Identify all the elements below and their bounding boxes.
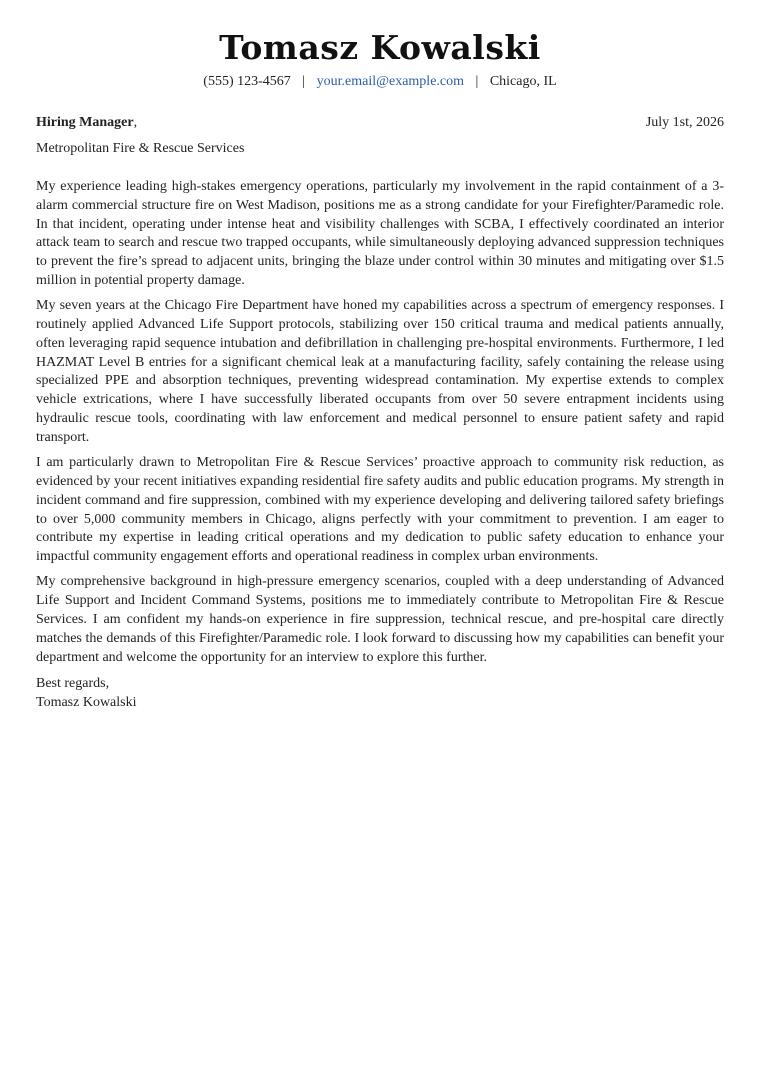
email-link[interactable]: your.email@example.com: [316, 74, 465, 89]
location: Chicago, IL: [489, 74, 557, 89]
contact-line: [36, 72, 724, 92]
recipient-comma: ,: [133, 115, 138, 130]
letter-date: July 1st, 2026: [645, 115, 724, 130]
recipient-name: Hiring Manager: [36, 115, 134, 130]
contact-separator: |: [475, 74, 479, 89]
organization-name: Metropolitan Fire & Rescue Services: [36, 141, 245, 156]
body-paragraph: My comprehensive background in high-pressure emergency scenarios, coupled with a deep understanding of Advanced Life Support and Incident Command Systems, positions me to immediately contribute to Metropolitan Fire & Rescue Services. I am confident my hands-on experience in fire suppression, technical rescue, and pre-hospital care directly matches the demands of this Firefighter/Paramedic role. I look forward to discussing how my capabilities can benefit your department and welcome the opportunity for an interview to explore this further.: [36, 574, 724, 665]
salutation-row: [36, 113, 724, 133]
signature-name: Tomasz Kowalski: [36, 695, 137, 711]
recipient-line: [36, 113, 137, 133]
body-paragraph: I am particularly drawn to Metropolitan Fire & Rescue Services’ proactive approach to community risk reduction, as evidenced by your recent initiatives expanding residential fire safety audits and public education programs. My strength in incident command and fire suppression, combined with my experience developing and delivering tailored safety briefings to over 5,000 community members in Chicago, aligns perfectly with your commitment to prevention. I am eager to contribute my expertise in leading critical operations and my dedication to public safety education to enhance your impactful community engagement efforts and operational readiness in complex urban environments.: [36, 455, 724, 565]
body-paragraph: My seven years at the Chicago Fire Department have honed my capabilities across a spectrum of emergency responses. I routinely applied Advanced Life Support protocols, stabilizing over 150 critical trauma and medical patients annually, often leveraging rapid sequence intubation and defibrillation in challenging pre-hospital environments. Furthermore, I led HAZMAT Level B entries for a significant chemical leak at a manufacturing facility, safely containing the release using specialized PPE and absorption techniques, preventing widespread contamination. My expertise extends to complex vehicle extrications, where I have successfully liberated occupants from over 50 severe entrapment incidents using hydraulic rescue tools, coordinating with law enforcement and medical personnel to ensure patient safety and rapid transport.: [36, 298, 724, 445]
letter-body: [36, 178, 724, 667]
contact-separator: |: [302, 74, 306, 89]
applicant-name: Tomasz Kowalski: [219, 28, 541, 67]
phone-number: (555) 123-4567: [203, 74, 291, 89]
body-paragraph: My experience leading high-stakes emergency operations, particularly my involvement in the rapid containment of a 3-alarm commercial structure fire on West Madison, positions me as a strong candidate for your Firefighter/​Paramedic role. In that incident, operating under intense heat and visibility challenges with SCBA, I effectively coordinated an interior attack team to search and rescue two trapped occupants, while simultaneously deploying advanced suppression techniques to prevent the fire’s spread to adjacent units, bringing the blaze under control within 30 minutes and mitigating over $1.5 million in potential property damage.: [36, 179, 724, 288]
closing-phrase: Best regards,: [36, 676, 110, 692]
cover-letter-page: [36, 0, 724, 713]
closing-block: [36, 675, 724, 713]
